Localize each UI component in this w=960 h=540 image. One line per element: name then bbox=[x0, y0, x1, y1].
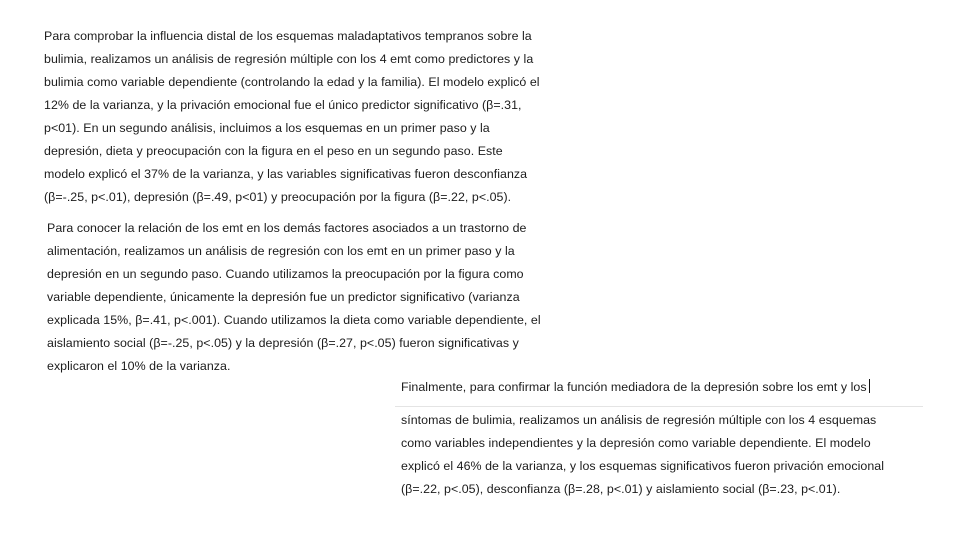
text-line: Para conocer la relación de los emt en los demás factores asociados a un trastorno de bbox=[47, 221, 527, 235]
text-line: alimentación, realizamos un análisis de regresión con los emt en un primer paso y la bbox=[47, 244, 515, 258]
paragraph-regresion-bulimia bbox=[44, 25, 584, 209]
text-line: p<01). En un segundo análisis, incluimos a los esquemas en un primer paso y la bbox=[44, 121, 490, 135]
text-line: variable dependiente, únicamente la depresión fue un predictor significativo (varianza bbox=[47, 290, 520, 304]
text-line: 12% de la varianza, y la privación emocional fue el único predictor significativo (β=.31, bbox=[44, 98, 522, 112]
text-line: Para comprobar la influencia distal de los esquemas maladaptativos tempranos sobre la bbox=[44, 29, 532, 43]
paragraph-mediacion bbox=[401, 409, 921, 501]
text-line: explicaron el 10% de la varianza. bbox=[47, 359, 231, 373]
text-line: aislamiento social (β=-.25, p<.05) y la depresión (β=.27, p<.05) fueron significativas y bbox=[47, 336, 519, 350]
text-line: depresión, dieta y preocupación con la figura en el peso en un segundo paso. Este bbox=[44, 144, 503, 158]
paragraph-mediacion-first-line[interactable] bbox=[401, 376, 921, 399]
paragraph-factores-asociados bbox=[47, 217, 587, 378]
text-line: bulimia como variable dependiente (controlando la edad y la familia). El modelo explicó el bbox=[44, 75, 540, 89]
text-line: (β=.22, p<.05), desconfianza (β=.28, p<.01) y aislamiento social (β=.23, p<.01). bbox=[401, 482, 841, 496]
text-cursor bbox=[869, 379, 870, 393]
section-divider bbox=[395, 406, 923, 407]
text-line: síntomas de bulimia, realizamos un análisis de regresión múltiple con los 4 esquemas bbox=[401, 413, 877, 427]
text-line: depresión en un segundo paso. Cuando utilizamos la preocupación por la figura como bbox=[47, 267, 524, 281]
text-line-content: Finalmente, para confirmar la función mediadora de la depresión sobre los emt y los bbox=[401, 380, 867, 394]
text-line: como variables independientes y la depresión como variable dependiente. El modelo bbox=[401, 436, 871, 450]
text-line: explicó el 46% de la varianza, y los esquemas significativos fueron privación emocional bbox=[401, 459, 885, 473]
text-line: bulimia, realizamos un análisis de regresión múltiple con los 4 emt como predictores y la bbox=[44, 52, 534, 66]
text-line: modelo explicó el 37% de la varianza, y las variables significativas fueron desconfianza bbox=[44, 167, 528, 181]
text-line: (β=-.25, p<.01), depresión (β=.49, p<01) y preocupación por la figura (β=.22, p<.05). bbox=[44, 190, 512, 204]
text-line bbox=[401, 376, 921, 399]
text-line: explicada 15%, β=.41, p<.001). Cuando utilizamos la dieta como variable dependiente, el bbox=[47, 313, 541, 327]
